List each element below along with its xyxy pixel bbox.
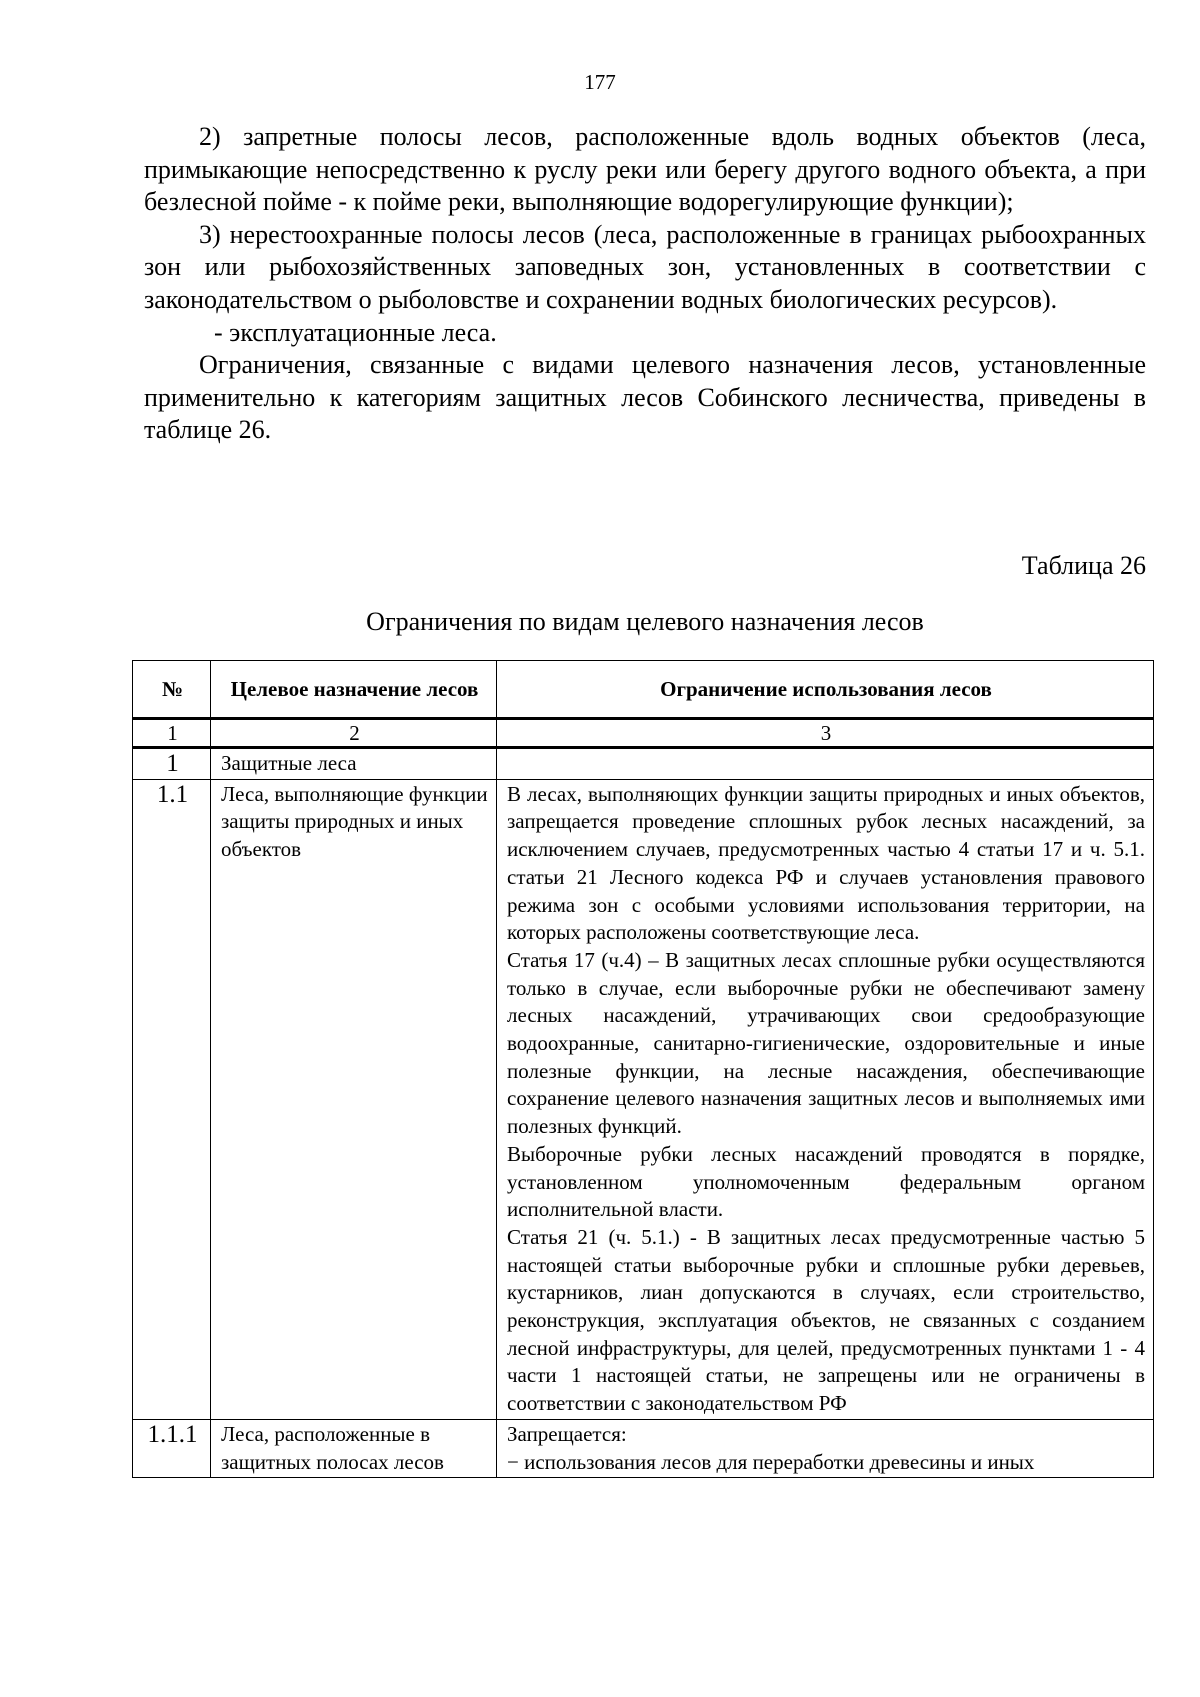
table-header-row [133, 661, 1154, 719]
body-text [144, 121, 1146, 447]
table-row [133, 1419, 1154, 1477]
row-restriction [497, 748, 1154, 780]
table-title: Ограничения по видам целевого назначения лесов [366, 607, 924, 636]
restriction-paragraph: В лесах, выполняющих функции защиты природных и иных объектов, запрещается проведение сплошных рубок лесных насаждений, за исключением случаев, предусмотренных частью 4 статьи 17 и ч. 5.1. статьи 21 Лесного кодекса РФ и случаев установления правового режима зон с особыми условиями использования территории, на которых расположены соответствующие леса. [507, 781, 1145, 945]
row-restriction [497, 779, 1154, 1419]
row-restriction [497, 1419, 1154, 1477]
restriction-paragraph: − использования лесов для переработки древесины и иных [507, 1449, 1035, 1474]
page-number: 177 [584, 70, 616, 94]
row-num: 1.1 [133, 779, 211, 1419]
restriction-paragraph: Запрещается: [507, 1421, 627, 1446]
paragraph-4: Ограничения, связанные с видами целевого назначения лесов, установленные применительно к категориям защитных лесов Собинского лесничества, приведены в таблице 26. [144, 350, 1146, 445]
table-number: Таблица 26 [1021, 551, 1146, 580]
row-purpose: Леса, расположенные в защитных полосах лесов [211, 1419, 497, 1477]
row-num: 1.1.1 [133, 1419, 211, 1477]
table-row [133, 779, 1154, 1419]
row-purpose: Леса, выполняющие функции защиты природных и иных объектов [211, 779, 497, 1419]
paragraph-3: - эксплуатационные леса. [214, 317, 497, 347]
row-num: 1 [133, 748, 211, 780]
table-index-row [133, 719, 1154, 748]
row-purpose: Защитные леса [211, 748, 497, 780]
index-cell: 3 [497, 719, 1154, 748]
header-restriction: Ограничение использования лесов [497, 661, 1154, 719]
index-cell: 2 [211, 719, 497, 748]
restriction-paragraph: Выборочные рубки лесных насаждений проводятся в порядке, установленном уполномоченным федеральным органом исполнительной власти. [507, 1141, 1145, 1222]
header-purpose: Целевое назначение лесов [211, 661, 497, 719]
index-cell: 1 [133, 719, 211, 748]
paragraph-1: 2) запретные полосы лесов, расположенные вдоль водных объектов (леса, примыкающие непосредственно к руслу реки или берегу другого водного объекта, а при безлесной пойме - к пойме реки, выполняющие водорегулирующие функции); [144, 122, 1146, 217]
header-num: № [133, 661, 211, 719]
restriction-paragraph: Статья 21 (ч. 5.1.) - В защитных лесах предусмотренные частью 5 настоящей статьи выборочные рубки и сплошные рубки деревьев, кустарников, лиан допускаются в случаях, если строительство, реконструкция, эксплуатация объектов, не связанных с созданием лесной инфраструктуры, для целей, предусмотренных пунктами 1 - 4 части 1 настоящей статьи, не запрещены или не ограничены в соответствии с законодательством РФ [507, 1224, 1145, 1416]
restriction-paragraph: Статья 17 (ч.4) – В защитных лесах сплошные рубки осуществляются только в случае, если выборочные рубки не обеспечивают замену лесных насаждений, утрачивающих свои средообразующие водоохранные, санитарно-гигиенические, оздоровительные и иные полезные функции, на лесные насаждения, обеспечивающие сохранение целевого назначения защитных лесов и выполняемых ими полезных функций. [507, 947, 1145, 1139]
restrictions-table [132, 660, 1154, 1478]
paragraph-2: 3) нерестоохранные полосы лесов (леса, расположенные в границах рыбоохранных зон или рыбохозяйственных заповедных зон, установленных в соответствии с законодательством о рыболовстве и сохранении водных биологических ресурсов). [144, 219, 1146, 314]
table-row [133, 748, 1154, 780]
